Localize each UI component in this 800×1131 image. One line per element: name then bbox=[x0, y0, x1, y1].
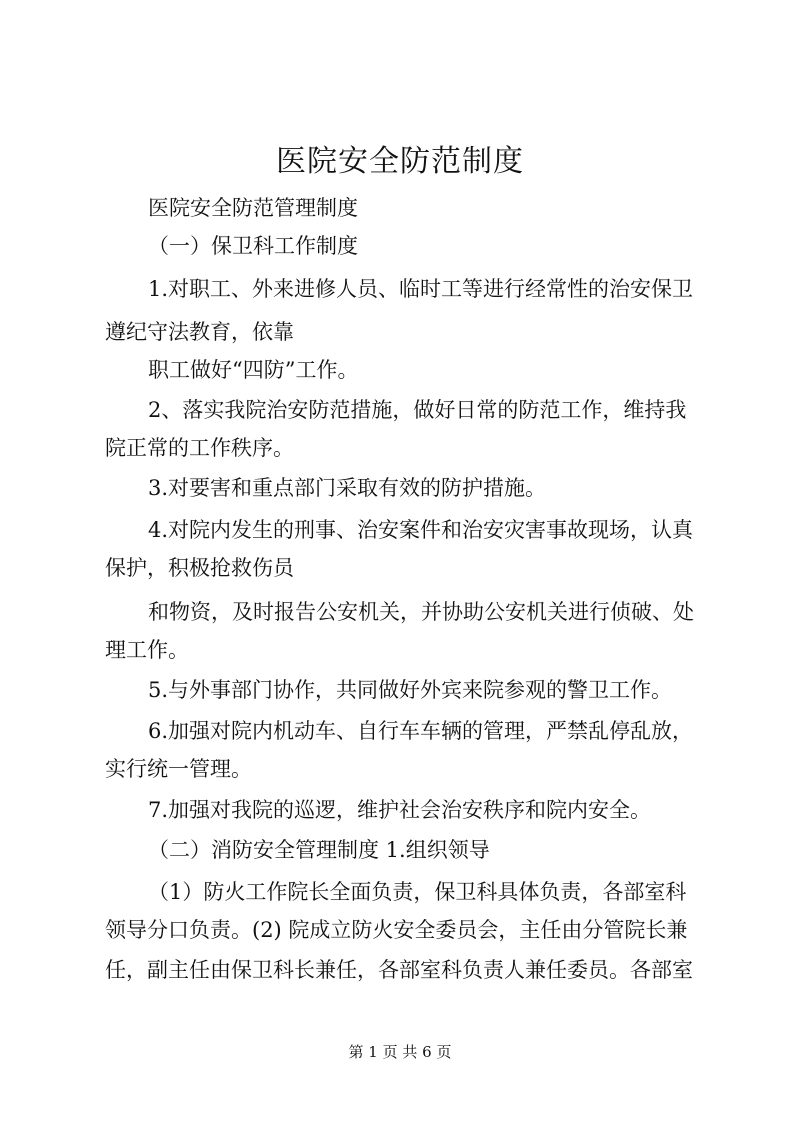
body-line: 4.对院内发生的刑事、治安案件和治安灾害事故现场，认真 bbox=[148, 518, 694, 542]
body-line: 6.加强对院内机动车、自行车车辆的管理，严禁乱停乱放， bbox=[148, 719, 694, 743]
body-line: （二）消防安全管理制度 1.组织领导 bbox=[148, 838, 490, 862]
body-line: 保护，积极抢救伤员 bbox=[105, 556, 294, 580]
body-line: 任，副主任由保卫科长兼任，各部室科负责人兼任委员。各部室 bbox=[105, 958, 693, 982]
body-line: 实行统一管理。 bbox=[105, 757, 252, 781]
body-line: 和物资，及时报告公安机关，并协助公安机关进行侦破、处 bbox=[148, 600, 694, 624]
body-line: 医院安全防范管理制度 bbox=[148, 196, 358, 220]
page-footer: 第 1 页 共 6 页 bbox=[348, 1043, 452, 1061]
body-line: 理工作。 bbox=[105, 638, 189, 662]
body-line: 遵纪守法教育，依靠 bbox=[105, 320, 294, 344]
body-line: 职工做好“四防”工作。 bbox=[148, 358, 359, 382]
body-line: （一）保卫科工作制度 bbox=[148, 234, 358, 258]
body-line: 院正常的工作秩序。 bbox=[105, 436, 294, 460]
body-line: 1.对职工、外来进修人员、临时工等进行经常性的治安保卫 bbox=[148, 277, 694, 301]
body-line: 7.加强对我院的巡逻，维护社会治安秩序和院内安全。 bbox=[148, 798, 652, 822]
body-line: 3.对要害和重点部门采取有效的防护措施。 bbox=[148, 476, 547, 500]
body-line: 领导分口负责。(2) 院成立防火安全委员会，主任由分管院长兼 bbox=[105, 918, 688, 942]
page-title: 医院安全防范制度 bbox=[276, 144, 524, 179]
body-line: 5.与外事部门协作，共同做好外宾来院参观的警卫工作。 bbox=[148, 678, 673, 702]
body-line: 2、落实我院治安防范措施，做好日常的防范工作，维持我 bbox=[148, 398, 687, 422]
body-line: （1）防火工作院长全面负责，保卫科具体负责，各部室科 bbox=[148, 880, 687, 904]
